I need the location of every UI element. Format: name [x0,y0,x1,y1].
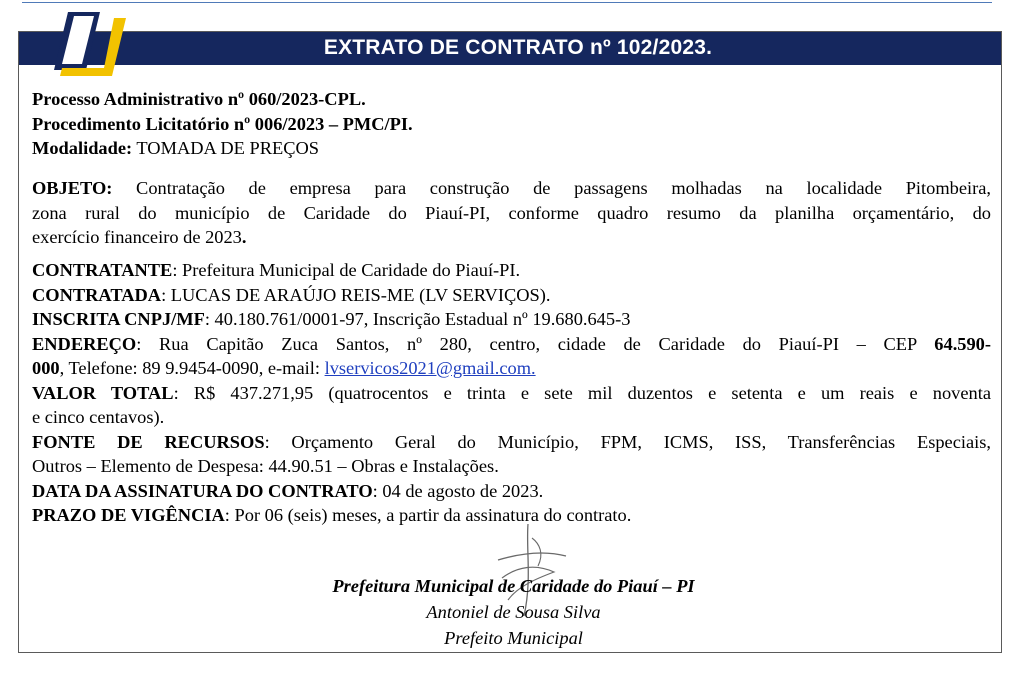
email-link[interactable]: lvservicos2021@gmail.com. [324,358,536,378]
objeto-label: OBJETO: [32,178,113,198]
signature-role: Prefeito Municipal [444,628,583,648]
objeto-line-2: zona rural do município de Caridade do Piauí-PI, conforme quadro resumo da planilha orçamentário, do [32,202,991,223]
valor-line-1: VALOR TOTAL: R$ 437.271,95 (quatrocentos e trinta e sete mil duzentos e setenta e um reais e noventa [32,382,991,403]
modalidade-label: Modalidade: [32,138,133,158]
prazo-line: PRAZO DE VIGÊNCIA: Por 06 (seis) meses, a partir da assinatura do contrato. [32,505,632,525]
page-title: EXTRATO DE CONTRATO nº 102/2023. [323,36,713,59]
signature-name: Antoniel de Sousa Silva [426,602,601,622]
objeto-block [32,176,991,250]
endereco-line-2: 000, Telefone: 89 9.9454-0090, e-mail: lvservicos2021@gmail.com. [32,358,536,378]
fields-block [32,258,991,528]
processo-line: Processo Administrativo nº 060/2023-CPL. [32,89,366,109]
procedimento-line: Procedimento Licitatório nº 006/2023 – PMC/PI. [32,113,413,134]
logo-icon [54,10,134,80]
contratante-line: CONTRATANTE: Prefeitura Municipal de Caridade do Piauí-PI. [32,260,521,280]
fonte-line-1: FONTE DE RECURSOS: Orçamento Geral do Município, FPM, ICMS, ISS, Transferências Especiais, [32,431,992,452]
process-block [32,87,991,161]
signature-entity: Prefeitura Municipal de Caridade do Piauí – PI [332,576,695,596]
endereco-line-1: ENDEREÇO: Rua Capitão Zuca Santos, nº 280, centro, cidade de Caridade do Piauí-PI – CEP 64.590- [32,333,991,354]
objeto-line-3: exercício financeiro de 2023. [32,227,247,247]
top-rule [22,2,992,3]
objeto-line-1: OBJETO: Contratação de empresa para construção de passagens molhadas na localidade Pitombeira, [32,178,991,198]
fonte-line-2: Outros – Elemento de Despesa: 44.90.51 – Obras e Instalações. [32,456,499,476]
cnpj-line: INSCRITA CNPJ/MF: 40.180.761/0001-97, Inscrição Estadual nº 19.680.645-3 [32,309,631,329]
contratada-line: CONTRATADA: LUCAS DE ARAÚJO REIS-ME (LV SERVIÇOS). [32,284,551,305]
modalidade-value: TOMADA DE PREÇOS [132,138,319,158]
modalidade-line [32,136,991,161]
data-assinatura-line: DATA DA ASSINATURA DO CONTRATO: 04 de agosto de 2023. [32,480,544,501]
valor-line-2: e cinco centavos). [32,407,165,427]
